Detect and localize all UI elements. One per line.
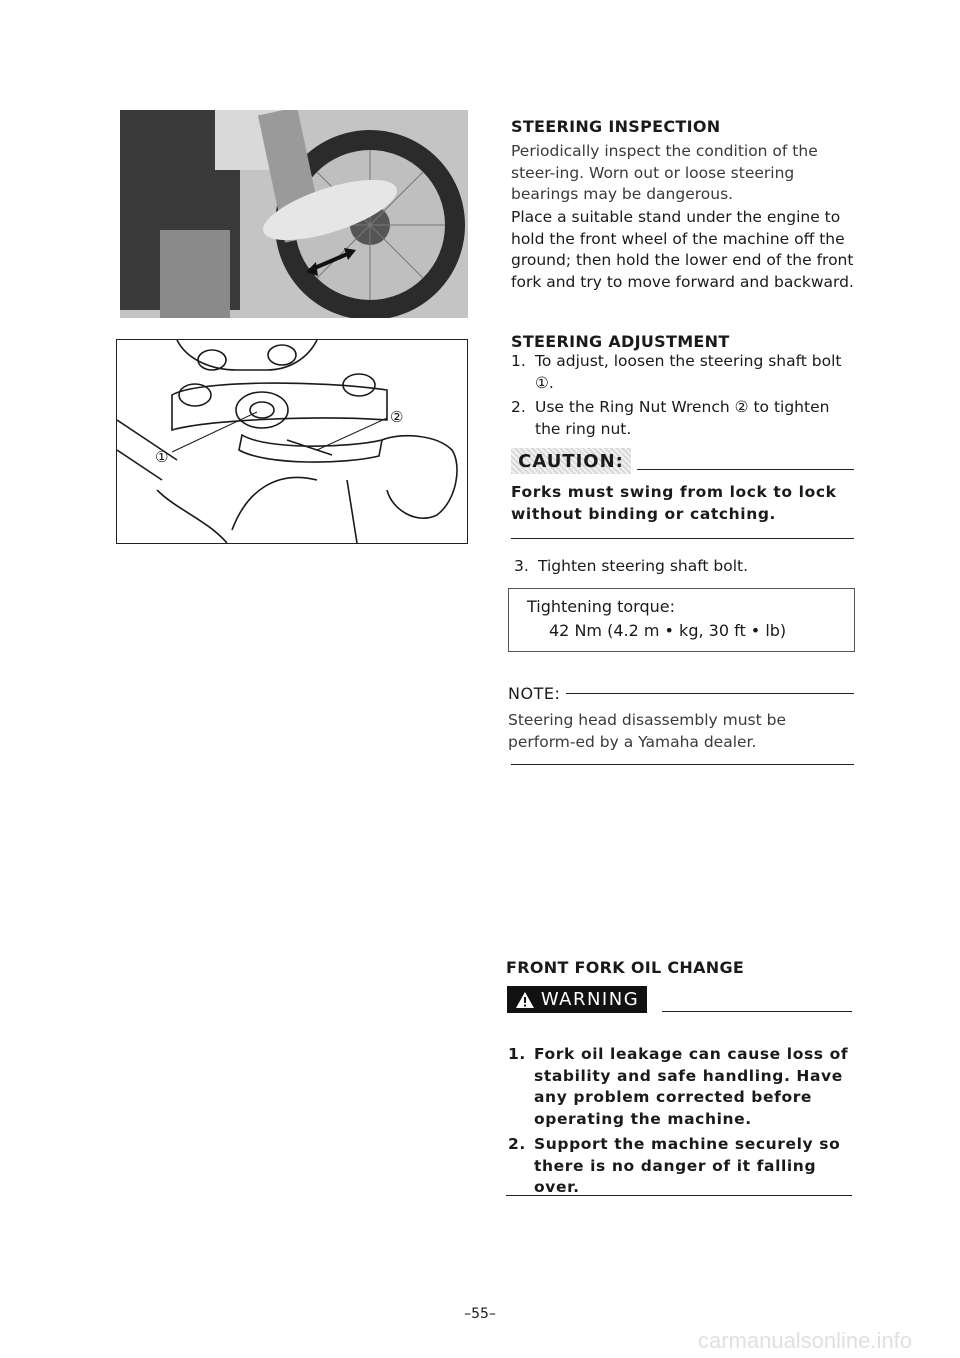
caution-bottom-rule [511, 538, 854, 539]
torque-label: Tightening torque: [527, 597, 675, 616]
caution-top-rule [637, 469, 854, 470]
step2-text: Use the Ring Nut Wrench ② to tighten the ring nut. [535, 398, 830, 438]
steering-adjustment-step1 [511, 351, 856, 394]
torque-spec-box [508, 588, 855, 652]
note-label: NOTE: [508, 684, 561, 703]
torque-value: 42 Nm (4.2 m • kg, 30 ft • lb) [549, 621, 787, 640]
steering-adjustment-step2 [511, 397, 856, 440]
step1-number: 1. [511, 352, 526, 370]
step2-number: 2. [511, 398, 526, 416]
step3-text: Tighten steering shaft bolt. [538, 557, 749, 575]
steering-inspection-para1: Periodically inspect the condition of the steer-ing. Worn out or loose steering bearings may be dangerous. [511, 142, 818, 203]
diagram-callout-2: ② [390, 408, 404, 426]
warning-top-rule [662, 1011, 852, 1012]
front-fork-heading: FRONT FORK OIL CHANGE [506, 958, 745, 977]
diagram-callout-1: ① [155, 448, 169, 466]
steering-adjustment-heading: STEERING ADJUSTMENT [511, 332, 730, 351]
warning-item-1 [508, 1044, 854, 1130]
steering-adjustment-diagram [116, 339, 468, 544]
note-text: Steering head disassembly must be perform-ed by a Yamaha dealer. [508, 711, 787, 751]
note-top-rule [566, 693, 854, 694]
photo-illustration [120, 110, 468, 318]
page-number: –55– [464, 1306, 496, 1322]
warning-bottom-rule [506, 1195, 852, 1196]
step1-text: To adjust, loosen the steering shaft bolt ①. [535, 352, 842, 392]
warning-badge [507, 986, 647, 1013]
warning-item-2-text: Support the machine securely so there is no danger of it falling over. [534, 1135, 841, 1196]
step3 [511, 556, 856, 578]
caution-badge: CAUTION: [511, 448, 631, 474]
warning-item-2-number: 2. [508, 1135, 526, 1153]
steering-inspection-photo [120, 110, 468, 318]
steering-inspection-para2: Place a suitable stand under the engine to hold the front wheel of the machine off the ground; then hold the lower end of the front fork and try to move forward and backward. [511, 208, 854, 291]
caution-text: Forks must swing from lock to lock without binding or catching. [511, 483, 837, 523]
watermark: carmanualsonline.info [697, 1328, 912, 1353]
steering-inspection-heading: STEERING INSPECTION [511, 117, 721, 136]
note-bottom-rule [511, 764, 854, 765]
warning-label: WARNING [540, 989, 640, 1010]
warning-icon [515, 991, 535, 1009]
warning-item-1-number: 1. [508, 1045, 526, 1063]
warning-item-2 [508, 1134, 854, 1199]
wrench-diagram-drawing [117, 340, 467, 543]
step3-number: 3. [514, 557, 529, 575]
warning-item-1-text: Fork oil leakage can cause loss of stability and safe handling. Have any problem corrected before operating the machine. [534, 1045, 849, 1128]
